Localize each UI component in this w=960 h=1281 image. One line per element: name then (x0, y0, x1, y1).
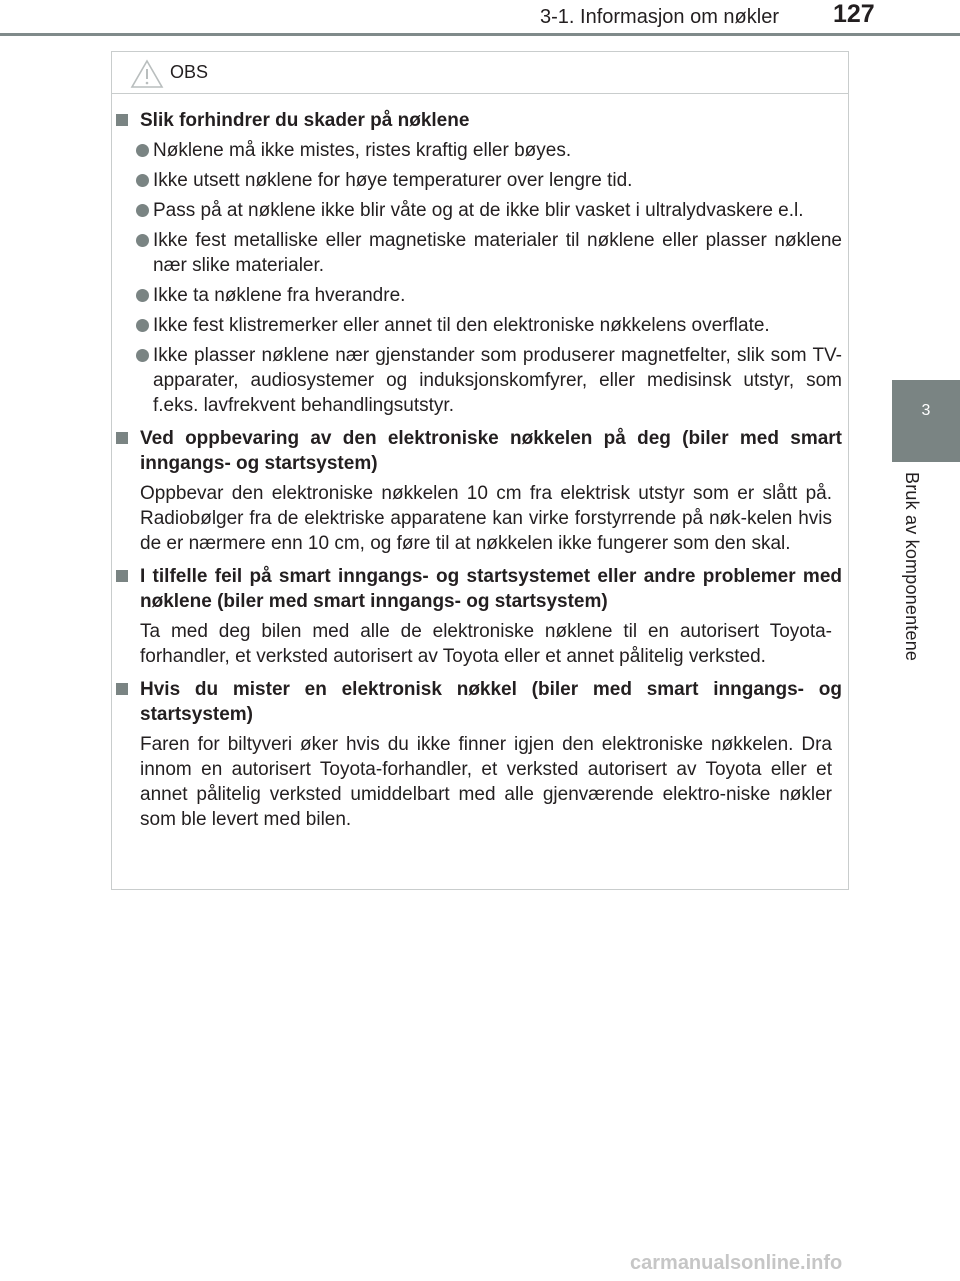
circle-bullet-icon (136, 234, 149, 247)
chapter-number: 3 (921, 402, 931, 419)
circle-bullet-icon (136, 204, 149, 217)
obs-header (112, 52, 848, 94)
square-bullet-icon (116, 114, 128, 126)
chapter-label: Bruk av komponentene (902, 472, 922, 662)
obs-notice-box (111, 51, 849, 890)
section-heading: Ved oppbevaring av den elektroniske nøkkelen på deg (biler med smart inngangs- og startsystem) (116, 426, 842, 476)
list-item: Pass på at nøklene ikke blir våte og at de ikke blir vasket i ultralydvaskere e.l. (136, 198, 842, 223)
square-bullet-icon (116, 570, 128, 582)
bullet-list (116, 138, 842, 418)
list-item: Ikke plasser nøklene nær gjenstander som produserer magnetfelter, slik som TV-apparater, audiosystemer og induksjonskomfyrer, eller medisinsk utstyr, som f.eks. lavfrekvent behandlingsutstyr. (136, 343, 842, 418)
section-storage (116, 426, 842, 556)
section-heading: I tilfelle feil på smart inngangs- og startsystemet eller andre problemer med nøklene (biler med smart inngangs- og startsystem) (116, 564, 842, 614)
section-key-damage (116, 108, 842, 418)
footer-watermark: carmanualsonline.info (630, 1252, 843, 1274)
section-malfunction (116, 564, 842, 669)
list-item: Ikke fest klistremerker eller annet til den elektroniske nøkkelens overflate. (136, 313, 842, 338)
list-item: Ikke utsett nøklene for høye temperaturer over lengre tid. (136, 168, 842, 193)
circle-bullet-icon (136, 144, 149, 157)
section-lost-key (116, 677, 842, 832)
list-item: Ikke ta nøklene fra hverandre. (136, 283, 842, 308)
square-bullet-icon (116, 683, 128, 695)
warning-triangle-icon (130, 59, 164, 89)
header-rule (0, 33, 960, 36)
list-item: Ikke fest metalliske eller magnetiske materialer til nøklene eller plasser nøklene nær slike materialer. (136, 228, 842, 278)
circle-bullet-icon (136, 174, 149, 187)
section-text: Ta med deg bilen med alle de elektroniske nøklene til en autorisert Toyota-forhandler, et verksted autorisert av Toyota eller et annet pålitelig verksted. (140, 621, 832, 667)
square-bullet-icon (116, 432, 128, 444)
circle-bullet-icon (136, 289, 149, 302)
circle-bullet-icon (136, 319, 149, 332)
obs-label: OBS (170, 62, 209, 82)
section-text: Faren for biltyveri øker hvis du ikke finner igjen den elektroniske nøkkelen. Dra innom en autorisert Toyota-forhandler, et verksted autorisert av Toyota eller et annet pålitelig verksted umiddelbart med alle gjenværende elektro-niske nøkler som ble levert med bilen. (140, 734, 832, 830)
circle-bullet-icon (136, 349, 149, 362)
section-title: 3-1. Informasjon om nøkler (540, 6, 779, 28)
page-number: 127 (833, 0, 875, 28)
chapter-tab[interactable] (892, 380, 960, 462)
section-heading: Hvis du mister en elektronisk nøkkel (biler med smart inngangs- og startsystem) (116, 677, 842, 727)
section-text: Oppbevar den elektroniske nøkkelen 10 cm fra elektrisk utstyr som er slått på. Radiobølger fra de elektriske apparatene kan virke forstyrrende på nøk-kelen hvis de er nærmere enn 10 cm, og føre til at nøkkelen ikke fungerer som den skal. (140, 483, 832, 554)
obs-content (112, 108, 850, 840)
section-heading: Slik forhindrer du skader på nøklene (116, 108, 842, 133)
list-item: Nøklene må ikke mistes, ristes kraftig eller bøyes. (136, 138, 842, 163)
